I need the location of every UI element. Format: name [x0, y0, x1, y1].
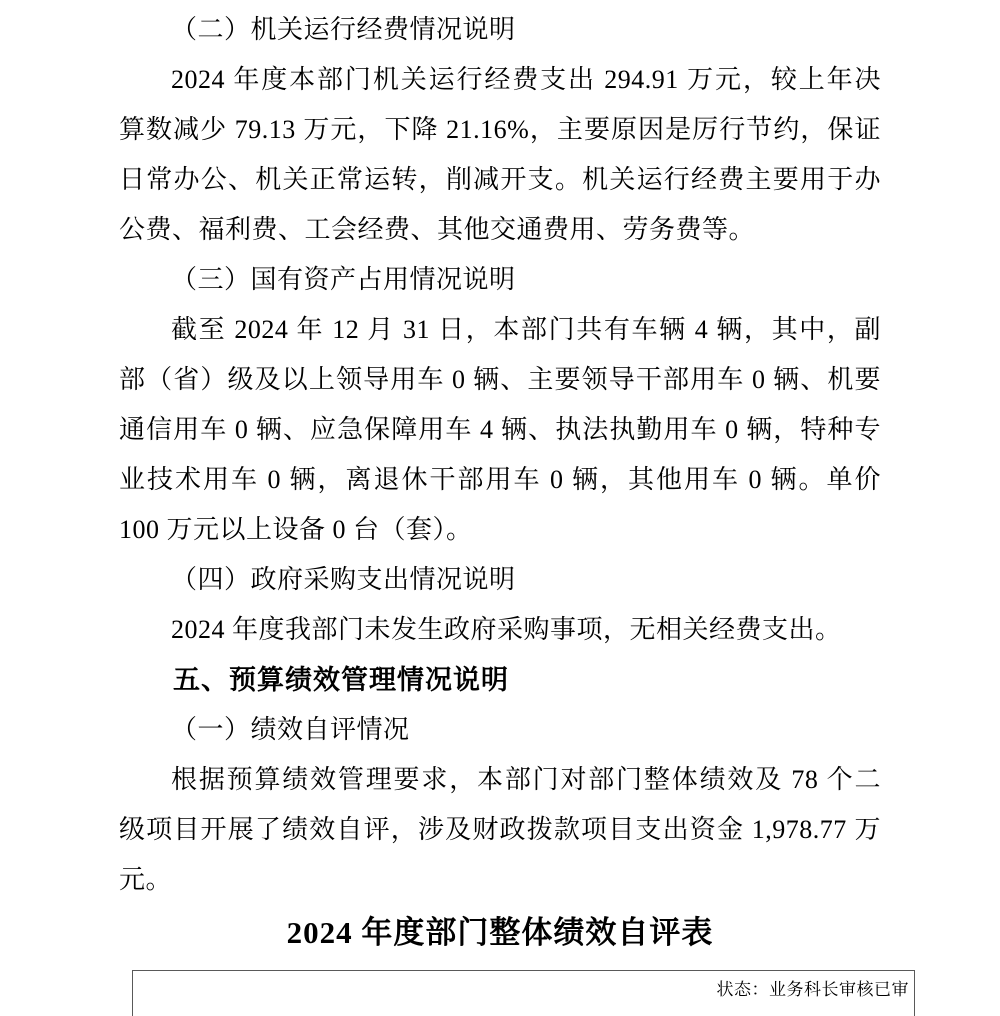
heading-section-4-gov-procurement: （四）政府采购支出情况说明 [171, 565, 516, 594]
para-performance-self-eval-line: 根据预算绩效管理要求，本部门对部门整体绩效及 78 个二 [171, 765, 881, 794]
para-operating-expense-line: 日常办公、机关正常运转，削减开支。机关运行经费主要用于办 [119, 165, 881, 194]
para-state-assets-line: 通信用车 0 辆、应急保障用车 4 辆、执法执勤用车 0 辆，特种专 [119, 415, 881, 444]
para-state-assets-line: 业技术用车 0 辆，离退休干部用车 0 辆，其他用车 0 辆。单价 [119, 465, 881, 494]
para-state-assets-line: 截至 2024 年 12 月 31 日，本部门共有车辆 4 辆，其中，副 [171, 315, 881, 344]
para-operating-expense-line: 公费、福利费、工会经费、其他交通费用、劳务费等。 [119, 215, 756, 244]
self-eval-table-title: 2024 年度部门整体绩效自评表 [286, 915, 714, 950]
heading-performance-self-eval: （一）绩效自评情况 [171, 715, 410, 744]
document-body [119, 5, 881, 960]
para-gov-procurement-line: 2024 年度我部门未发生政府采购事项，无相关经费支出。 [171, 615, 842, 644]
heading-section-5-budget-performance: 五、预算绩效管理情况说明 [173, 665, 509, 695]
heading-section-2-operating-expense: （二）机关运行经费情况说明 [171, 15, 516, 44]
para-operating-expense-line: 2024 年度本部门机关运行经费支出 294.91 万元，较上年决 [171, 65, 881, 94]
status-text: 状态：业务科长审核已审 [716, 980, 909, 999]
para-performance-self-eval-line: 元。 [119, 865, 173, 894]
self-eval-table-frame [132, 970, 915, 1016]
para-operating-expense-line: 算数减少 79.13 万元，下降 21.16%，主要原因是厉行节约，保证 [119, 115, 881, 144]
para-performance-self-eval-line: 级项目开展了绩效自评，涉及财政拨款项目支出资金 1,978.77 万 [119, 815, 881, 844]
para-state-assets-line: 部（省）级及以上领导用车 0 辆、主要领导干部用车 0 辆、机要 [119, 365, 881, 394]
para-state-assets-line: 100 万元以上设备 0 台（套）。 [119, 515, 473, 544]
heading-section-3-state-assets: （三）国有资产占用情况说明 [171, 265, 516, 294]
